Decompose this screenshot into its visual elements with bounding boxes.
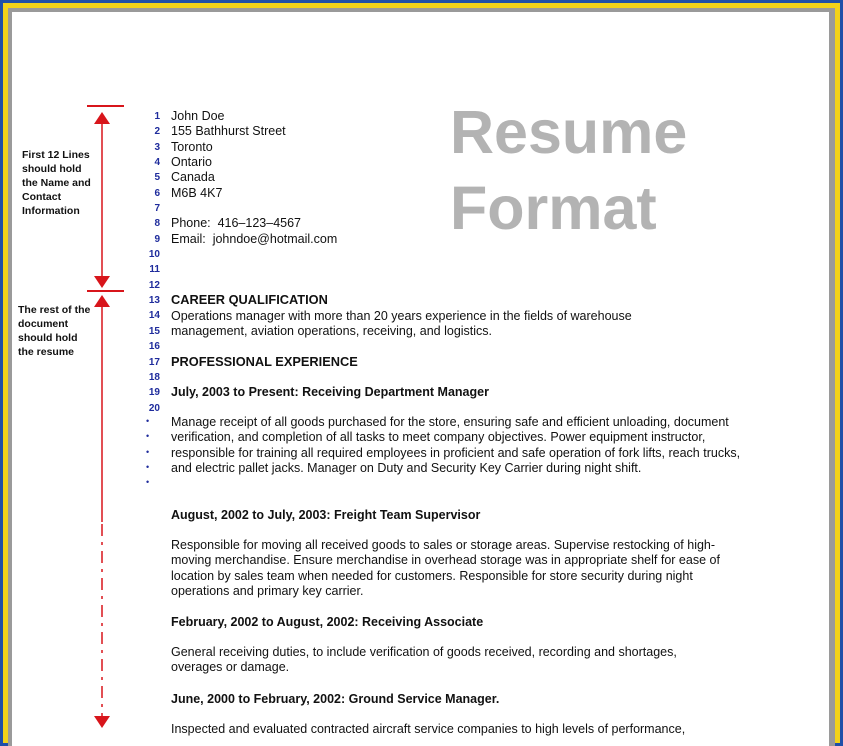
line-number: 17 [148,356,160,368]
line-number: 19 [148,387,160,399]
line-number: 10 [148,249,160,261]
contact-postal: M6B 4K7 [171,185,223,200]
line-number: 4 [154,157,160,169]
watermark-line-format: Format [450,174,657,242]
first-lines-note: First 12 Lines should hold the Name and Contact Information [22,149,91,217]
line-number: 14 [148,310,160,322]
job-title: August, 2002 to July, 2003: Freight Team Supervisor [171,508,481,522]
line-number: 8 [154,218,160,230]
contact-province: Ontario [171,155,212,170]
line-number: 9 [154,233,160,245]
continuation-bullets [146,414,149,490]
contact-block [171,109,337,247]
line-number: 16 [148,341,160,353]
line-number: 6 [154,187,160,199]
contact-city: Toronto [171,139,213,154]
line-number: 18 [148,371,160,383]
experience-heading: PROFESSIONAL EXPERIENCE [171,354,358,369]
line-number-column [138,109,160,416]
line-number: 5 [154,172,160,184]
email-value: johndoe@hotmail.com [212,231,338,246]
top-arrow-up [94,112,110,124]
contact-street: 155 Bathhurst Street [171,124,286,139]
bullet-marker: • [146,416,150,426]
career-text: Operations manager with more than 20 years experience in the fields of warehouse management, aviation operations, receiving, and logistics. [171,309,632,339]
job-title: July, 2003 to Present: Receiving Department Manager [171,385,489,399]
line-number: 13 [148,295,160,307]
bullet-marker: • [146,461,150,472]
bullet-marker: • [146,477,150,488]
job-description: General receiving duties, to include verification of goods received, recording and shortages, overages or damage. [171,645,677,675]
bullet-marker: • [146,446,150,457]
career-heading: CAREER QUALIFICATION [171,292,328,307]
document-page [12,12,829,746]
line-number: 2 [154,126,160,138]
contact-country: Canada [171,170,215,185]
top-arrow-down [94,276,110,288]
contact-email [171,232,337,247]
line-number: 3 [154,141,160,153]
line-number: 11 [149,264,160,276]
contact-name: John Doe [171,109,225,123]
blank-line [171,201,337,216]
job-description: Responsible for moving all received goods to sales or storage areas. Supervise restocking of high-moving merchandise. Ensure merchandise in overhead storage was in appropriate shelf for ease of location by sales team when needed for customers. Responsible for store security during night operations and primary key carrier. [171,538,720,599]
email-label: Email: [171,231,206,246]
bullet-marker: • [146,431,150,442]
job-title: February, 2002 to August, 2002: Receiving Associate [171,615,484,629]
rest-document-note: The rest of the document should hold the resume [18,304,91,358]
job-title: June, 2000 to February, 2002: Ground Service Manager. [171,692,500,706]
watermark-line-resume: Resume [450,98,688,166]
rest-arrow-down [94,716,110,728]
rest-arrow-up [94,295,110,307]
line-number: 20 [148,402,160,414]
line-number: 12 [148,279,160,291]
job-description: Manage receipt of all goods purchased for the store, ensuring safe and efficient unloading, document verification, and completion of all tasks to meet company objectives. Power equipment instructor, responsible for training all required employees in proficient and safe operation of fork lifts, reach trucks, and electric pallet jacks. Manager on Duty and Security Key Carrier during night shift. [171,415,741,476]
line-number: 15 [148,325,160,337]
line-number: 1 [154,111,160,122]
line-number: 7 [154,203,160,215]
job-description: Inspected and evaluated contracted aircraft service companies to high levels of performance, [171,722,686,736]
contact-phone [171,216,337,231]
watermark-title [450,94,687,246]
phone-label: Phone: [171,216,211,231]
phone-value: 416–123–4567 [217,216,302,231]
